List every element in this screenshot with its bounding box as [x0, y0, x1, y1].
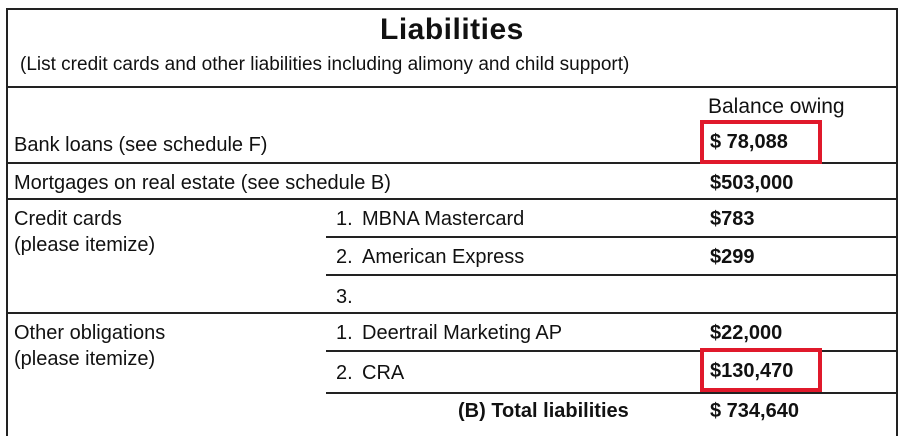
credit-cards-label: Credit cards — [14, 208, 122, 230]
rule-under-header — [6, 86, 898, 88]
oo-item-2-num: 2. — [336, 362, 353, 384]
credit-cards-sublabel: (please itemize) — [14, 234, 156, 256]
oo-item-1-amount: $22,000 — [710, 322, 783, 344]
mortgages-amount: $503,000 — [710, 172, 794, 194]
cc-item-3-num: 3. — [336, 286, 353, 308]
bank-loans-amount: $ 78,088 — [710, 131, 788, 153]
oo-item-1-num: 1. — [336, 322, 353, 344]
mortgages-label: Mortgages on real estate (see schedule B) — [14, 172, 391, 194]
other-obligations-label: Other obligations — [14, 322, 166, 344]
item-column-divider — [6, 86, 8, 436]
oo-item-2-amount: $130,470 — [710, 360, 794, 382]
page-title: Liabilities — [380, 13, 524, 46]
cc-item-1-name: MBNA Mastercard — [362, 208, 525, 230]
oo-item-1-name: Deertrail Marketing AP — [362, 322, 563, 344]
rule-under-other-obligations — [326, 392, 898, 394]
rule-under-credit-cards — [6, 312, 898, 314]
total-liabilities-label: (B) Total liabilities — [458, 400, 629, 422]
other-obligations-sublabel: (please itemize) — [14, 348, 156, 370]
rule-under-cc2 — [326, 274, 898, 276]
oo-item-2-name: CRA — [362, 362, 405, 384]
cc-item-2-name: American Express — [362, 246, 525, 268]
rule-under-mortgages — [6, 198, 898, 200]
cc-item-2-amount: $299 — [710, 246, 755, 268]
cc-item-1-amount: $783 — [710, 208, 755, 230]
page-subtitle: (List credit cards and other liabilities including alimony and child support) — [20, 54, 630, 75]
cc-item-1-num: 1. — [336, 208, 353, 230]
cc-item-2-num: 2. — [336, 246, 353, 268]
balance-owing-header: Balance owing — [708, 95, 845, 118]
total-liabilities-amount: $ 734,640 — [710, 400, 799, 422]
bank-loans-label: Bank loans (see schedule F) — [14, 134, 268, 156]
rule-under-cc1 — [326, 236, 898, 238]
